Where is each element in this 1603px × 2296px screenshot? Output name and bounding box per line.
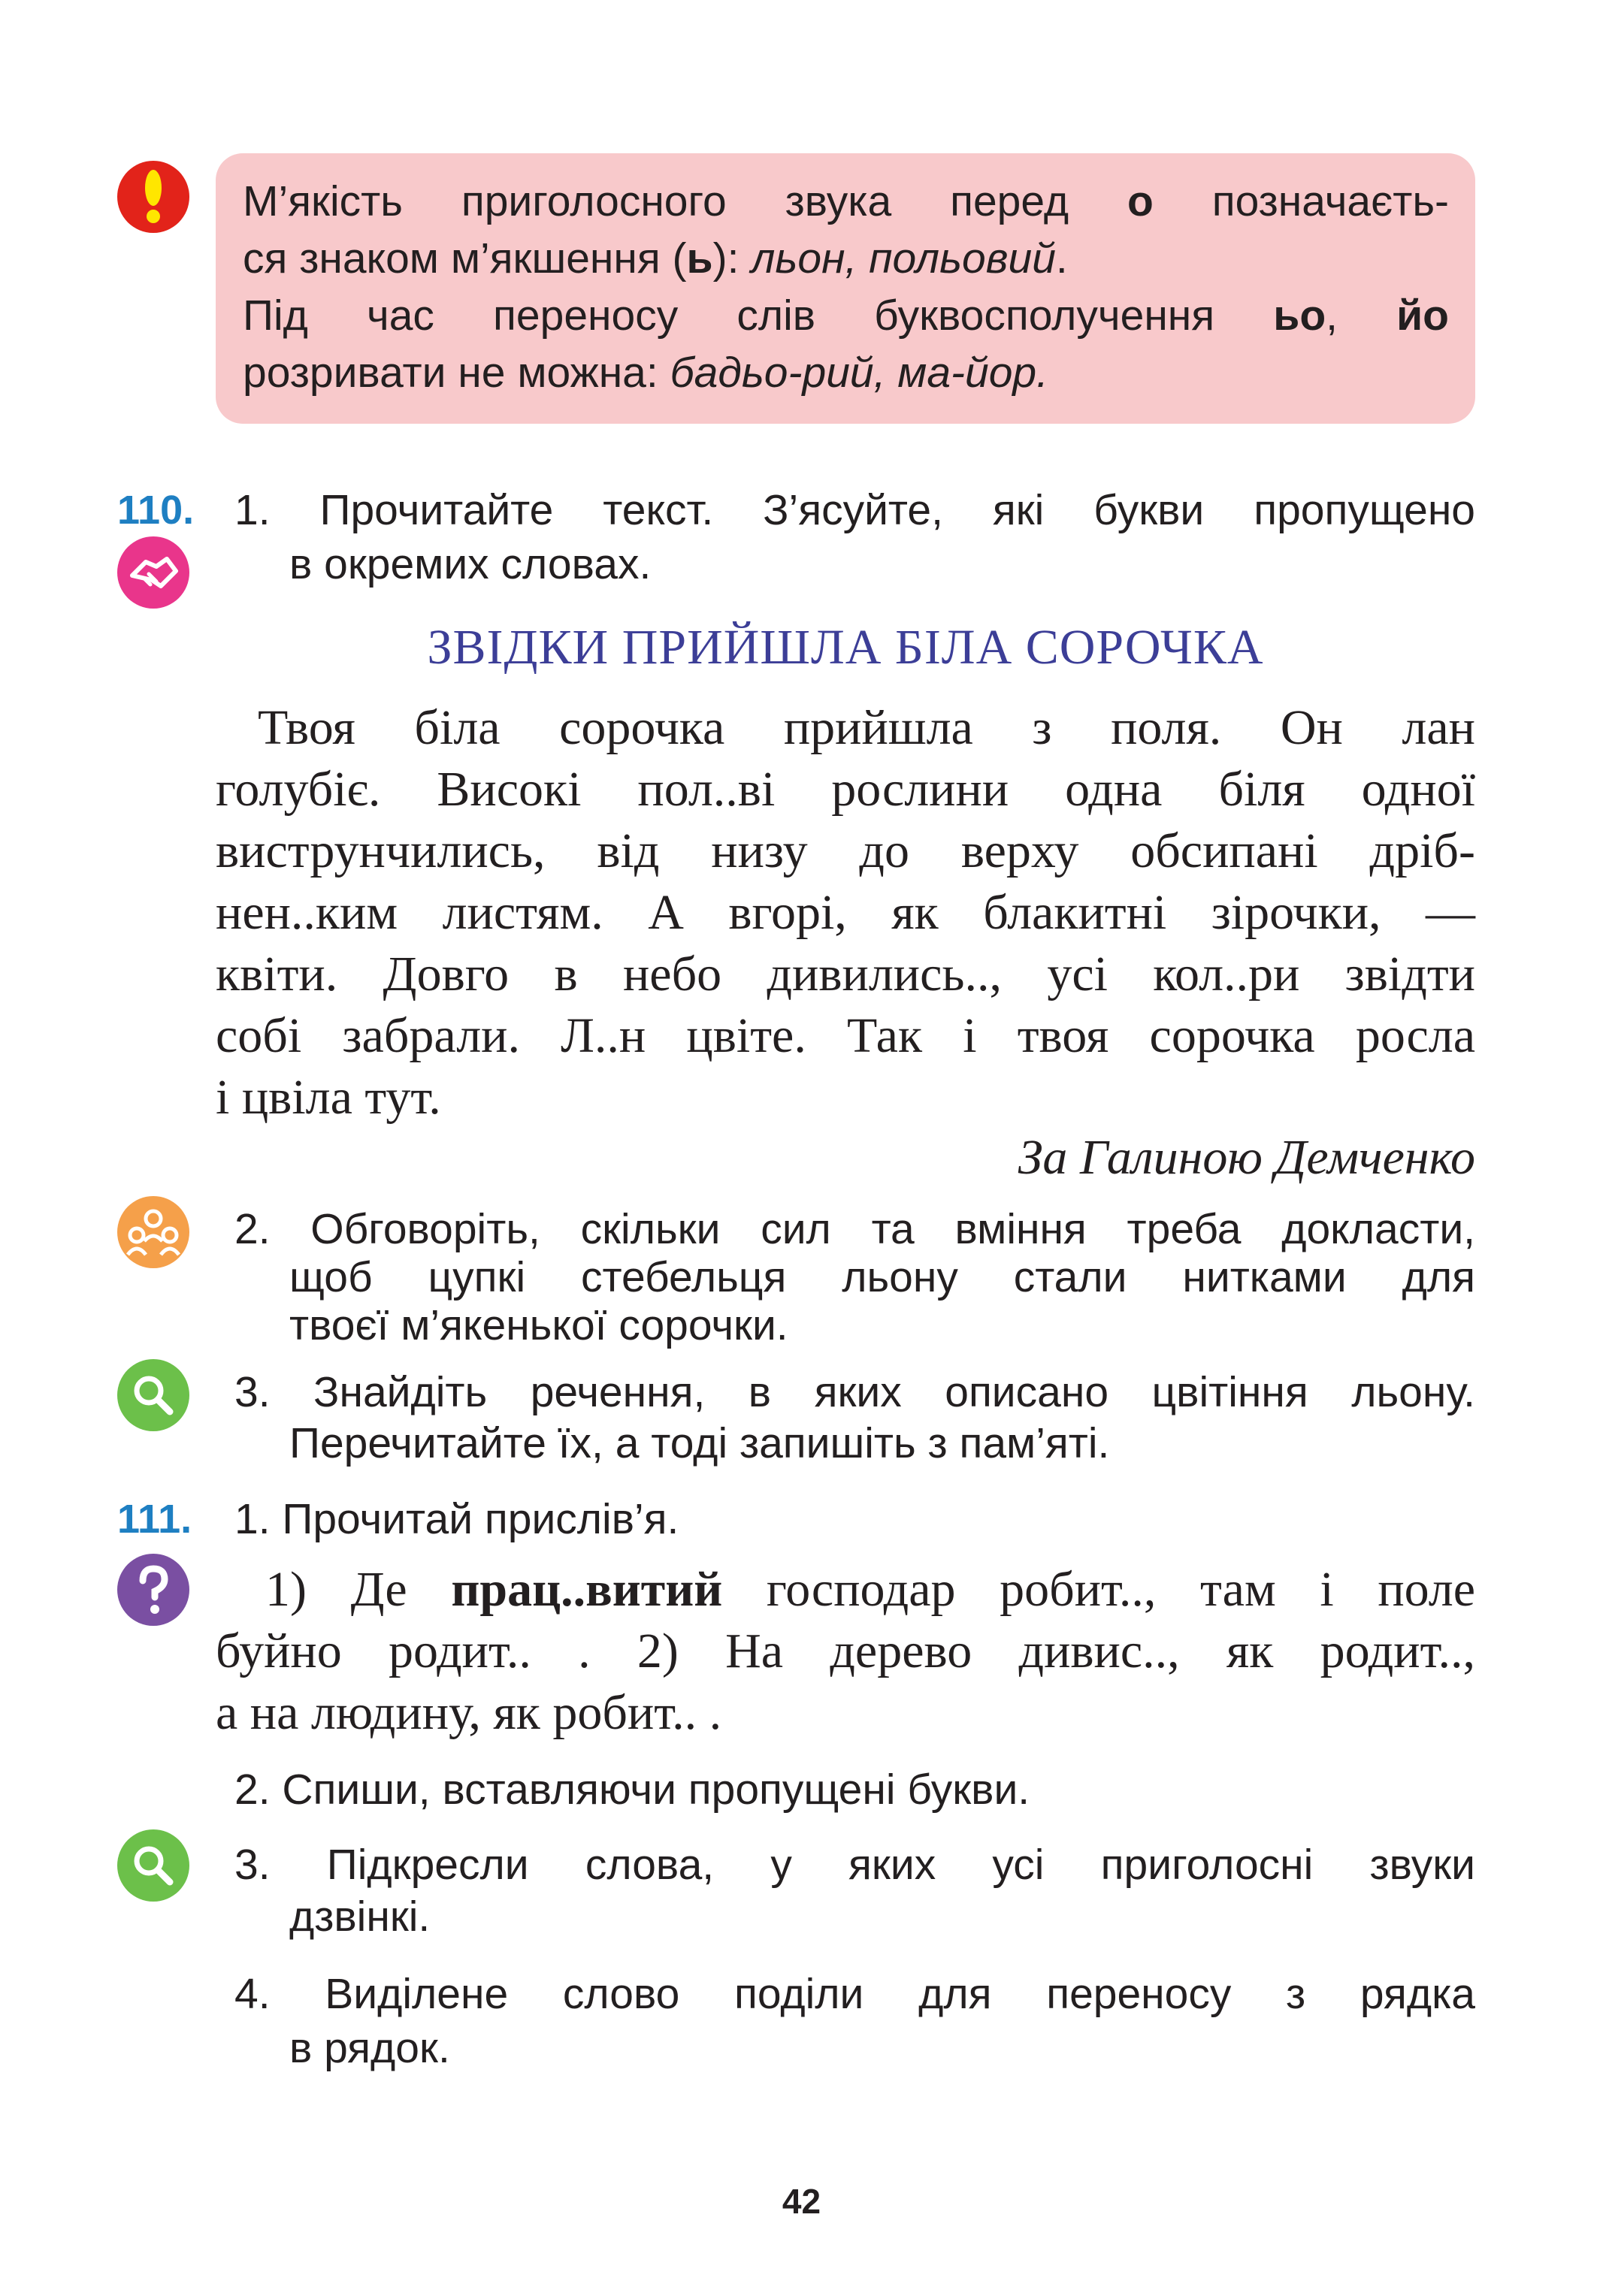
exercise-110-number: 110. bbox=[117, 488, 195, 533]
ex111-task3-line2: дзвінкі. bbox=[289, 1893, 431, 1941]
magnifier-icon bbox=[117, 1359, 189, 1431]
rule-line-2: ся знаком м’якшення (ь): льон, польовий. bbox=[243, 234, 1068, 282]
ex110-task2-line3: твоєї м’якенької сорочки. bbox=[289, 1301, 788, 1349]
ex110-task1-line1: 1. Прочитайте текст. З’ясуйте, які букви пропущено bbox=[234, 486, 1475, 534]
ex110-task2-line1: 2. Обговоріть, скільки сил та вміння треба докласти, bbox=[234, 1205, 1475, 1253]
ex110-task2-line2: щоб цупкі стебельця льону стали нитками для bbox=[289, 1253, 1475, 1301]
proverb-line-2: буйно родит.. . 2) На дерево дивис.., як родит.., bbox=[216, 1624, 1475, 1678]
ex111-task3-line1: 3. Підкресли слова, у яких усі приголосні звуки bbox=[234, 1841, 1475, 1889]
story-line: голубіє. Високі пол..ві рослини одна біля одної bbox=[216, 762, 1475, 817]
proverbs bbox=[216, 1559, 1475, 1744]
story-text bbox=[216, 697, 1475, 1128]
magnifier-icon bbox=[117, 1829, 189, 1902]
rule-text bbox=[243, 174, 1449, 400]
exclamation-icon bbox=[117, 161, 189, 233]
ex110-task3-line2: Перечитайте їх, а тоді запишіть з пам’яті. bbox=[289, 1419, 1110, 1467]
ex110-task3-line1: 3. Знайдіть речення, в яких описано цвітіння льону. bbox=[234, 1368, 1475, 1416]
story-line: Твоя біла сорочка прийшла з поля. Он лан bbox=[258, 700, 1475, 755]
ex111-task4-line2: в рядок. bbox=[289, 2024, 450, 2072]
rule-line-3: Під час переносу слів буквосполучення ьо, йо bbox=[243, 292, 1449, 340]
story-line: і цвіла тут. bbox=[216, 1070, 441, 1125]
exercise-111-number: 111. bbox=[117, 1497, 192, 1542]
handshake-icon bbox=[117, 536, 189, 609]
ex110-task1-line2: в окремих словах. bbox=[289, 540, 652, 588]
question-icon bbox=[117, 1554, 189, 1626]
story-line: виструнчились, від низу до верху обсипані дріб- bbox=[216, 823, 1475, 878]
ex111-task4-line1: 4. Виділене слово поділи для переносу з рядка bbox=[234, 1970, 1475, 2018]
text-title: ЗВІДКИ ПРИЙШЛА БІЛА СОРОЧКА bbox=[427, 620, 1264, 675]
highlighted-word: прац..витий bbox=[451, 1562, 723, 1617]
group-discussion-icon bbox=[117, 1196, 189, 1268]
story-line: собі забрали. Л..н цвіте. Так і твоя сорочка росла bbox=[216, 1008, 1475, 1063]
proverb-line-3: а на людину, як робит.. . bbox=[216, 1685, 722, 1740]
story-line: нен..ким листям. А вгорі, як блакитні зірочки, — bbox=[216, 885, 1475, 940]
rule-line-4: розривати не можна: бадьо-рий, ма-йор. bbox=[243, 349, 1048, 397]
proverb-line-1: 1) Де прац..витий господар робит.., там і поле bbox=[265, 1562, 1475, 1617]
rule-line-1: М’якість приголосного звука перед о позначаєть- bbox=[243, 177, 1449, 225]
ex111-task2: 2. Спиши, вставляючи пропущені букви. bbox=[234, 1766, 1030, 1814]
text-author: За Галиною Демченко bbox=[1018, 1130, 1475, 1185]
story-line: квіти. Довго в небо дивились.., усі кол..ри звідти bbox=[216, 947, 1475, 1001]
page-number: 42 bbox=[782, 2182, 821, 2221]
ex111-task1: 1. Прочитай прислів’я. bbox=[234, 1495, 679, 1543]
